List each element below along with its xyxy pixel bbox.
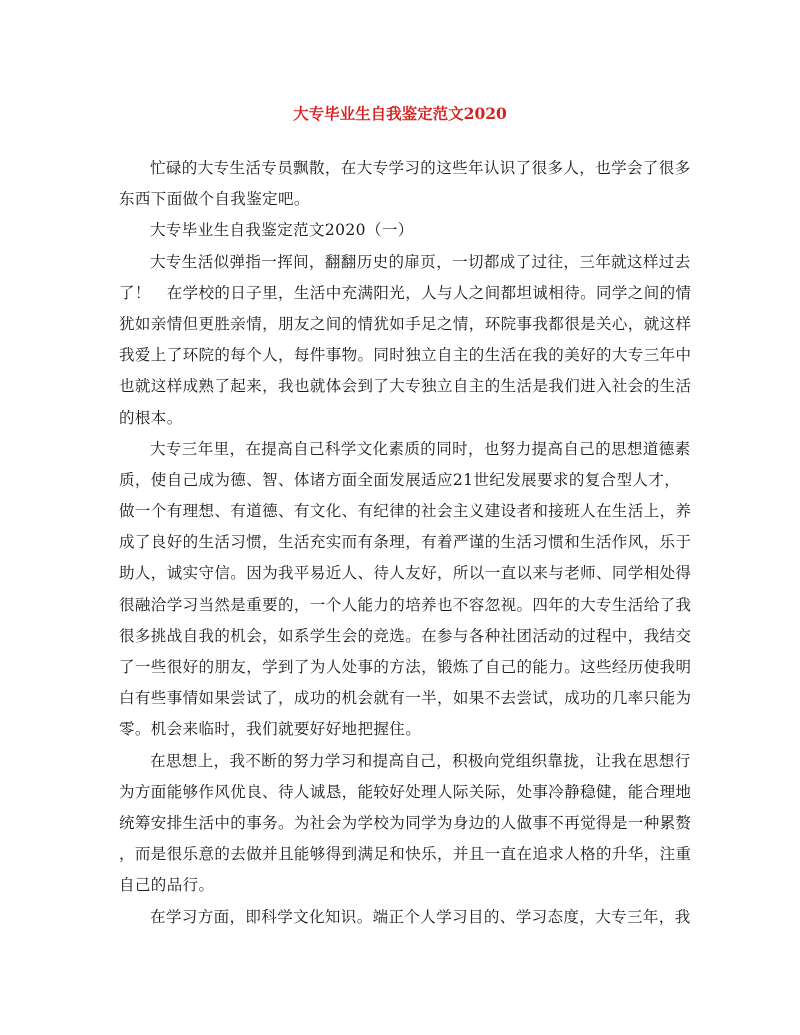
text-line: 统筹安排生活中的事务。为社会为学校为同学为身边的人做事不再觉得是一种累赘: [119, 813, 692, 832]
document-title: 大专毕业生自我鉴定范文2020: [293, 104, 507, 123]
text-line: 质，使自己成为德、智、体诸方面全面发展适应21世纪发展要求的复合型人才，: [119, 470, 681, 489]
text-line: 了一些很好的朋友，学到了为人处事的方法，锻炼了自己的能力。这些经历使我明: [119, 658, 692, 676]
text-line: 做一个有理想、有道德、有文化、有纪律的社会主义建设者和接班人在生活上，养: [119, 502, 692, 521]
text-line: 大专三年里，在提高自己科学文化素质的同时，也努力提高自己的思想道德素: [150, 439, 691, 458]
paragraph-1: [119, 247, 692, 434]
paragraph-2: [119, 434, 692, 746]
text-line: 大专生活似弹指一挥间，翻翻历史的扉页，一切都成了过往，三年就这样过去: [150, 252, 691, 271]
text-line: ，而是很乐意的去做并且能够得到满足和快乐，并且一直在追求人格的升华，注重: [119, 845, 692, 864]
text-line: 零。机会来临时，我们就要好好地把握住。: [119, 720, 422, 739]
text-line: 成了良好的生活习惯，生活充实而有条理，有着严谨的生活习惯和生活作风，乐于: [119, 533, 692, 552]
text-line: 自己的品行。: [119, 876, 215, 895]
text-line: 也就这样成熟了起来，我也就体会到了大专独立自主的生活是我们进入社会的生活: [119, 377, 692, 396]
text-line: 在学习方面，即科学文化知识。端正个人学习目的、学习态度，大专三年，我: [150, 907, 691, 926]
text-line: 很多挑战自我的机会，如系学生会的竞选。在参与各种社团活动的过程中，我结交: [119, 626, 692, 645]
text-line: 助人，诚实守信。因为我平易近人、待人友好，所以一直以来与老师、同学相处得: [119, 564, 692, 583]
paragraph-4: [119, 902, 691, 933]
text-line: 的根本。: [119, 408, 183, 427]
text-line: 白有些事情如果尝试了，成功的机会就有一半，如果不去尝试，成功的几率只能为: [119, 689, 692, 708]
text-line: 在思想上，我不断的努力学习和提高自己，积极向党组织靠拢，让我在思想行: [150, 751, 691, 770]
section-heading: [119, 215, 685, 246]
document-body: [119, 153, 692, 933]
text-line: 犹如亲情但更胜亲情，朋友之间的情犹如手足之情，环院事我都很是关心，就这样: [119, 314, 692, 333]
paragraph-3: [119, 746, 692, 902]
intro-paragraph: [119, 153, 691, 215]
text-line: 很融洽学习当然是重要的，一个人能力的培养也不容忽视。四年的大专生活给了我: [119, 595, 692, 614]
text-line: 忙碌的大专生活专员飘散，在大专学习的这些年认识了很多人，也学会了很多: [150, 159, 691, 177]
text-line: 大专毕业生自我鉴定范文2020（一）: [150, 221, 414, 240]
text-line: 东西下面做个自我鉴定吧。: [119, 190, 310, 209]
text-line: 为方面能够作风优良、待人诚恳，能较好处理人际关际，处事冷静稳健，能合理地: [119, 782, 692, 801]
text-line: 我爱上了环院的每个人，每件事物。同时独立自主的生活在我的美好的大专三年中: [119, 346, 692, 365]
text-line: 了！ 在学校的日子里，生活中充满阳光，人与人之间都坦诚相待。同学之间的情: [119, 283, 692, 302]
